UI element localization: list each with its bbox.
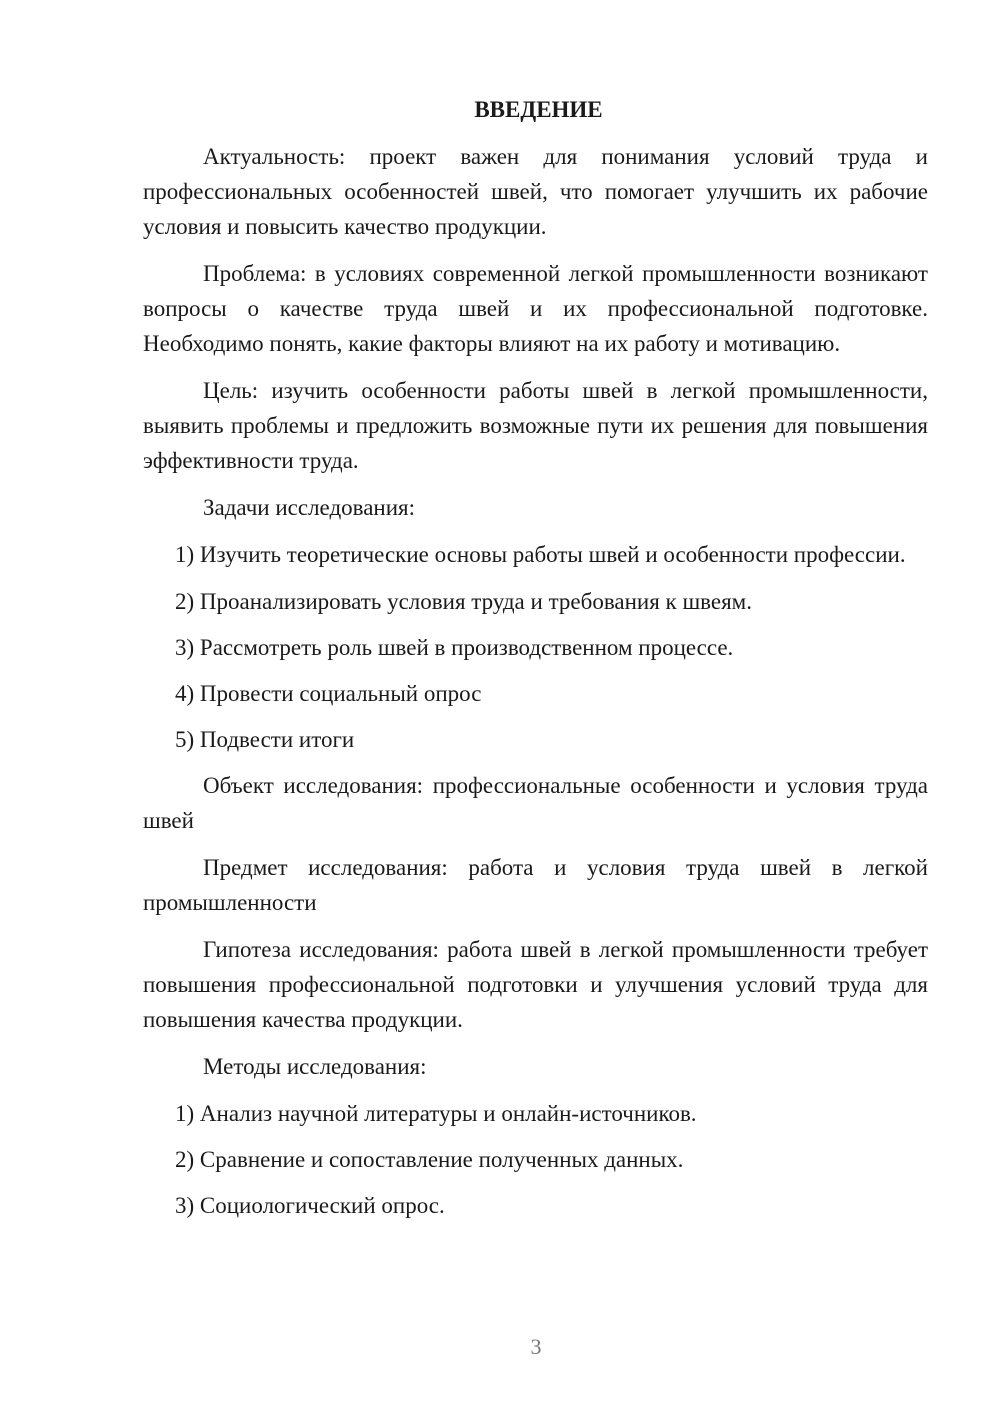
goal-paragraph: Цель: изучить особенности работы швей в легкой промышленности, выявить проблемы и предложить возможные пути их решения для повышения эффективности труда. — [143, 378, 928, 473]
task-item: 4) Провести социальный опрос — [175, 681, 482, 706]
method-item: 1) Анализ научной литературы и онлайн-источников. — [175, 1101, 697, 1126]
subject-paragraph: Предмет исследования: работа и условия труда швей в легкой промышленности — [143, 855, 928, 915]
task-item: 3) Рассмотреть роль швей в производственном процессе. — [175, 635, 734, 660]
object-paragraph: Объект исследования: профессиональные особенности и условия труда швей — [143, 773, 928, 833]
method-item: 3) Социологический опрос. — [175, 1193, 445, 1218]
task-item: 1) Изучить теоретические основы работы швей и особенности профессии. — [175, 542, 906, 567]
task-item: 5) Подвести итоги — [175, 727, 355, 752]
method-item: 2) Сравнение и сопоставление полученных данных. — [175, 1147, 684, 1172]
page-title: ВВЕДЕНИЕ — [474, 97, 603, 122]
task-item: 2) Проанализировать условия труда и требования к швеям. — [175, 589, 752, 614]
page-number: 3 — [530, 1334, 542, 1359]
tasks-heading: Задачи исследования: — [203, 495, 416, 520]
problem-paragraph: Проблема: в условиях современной легкой промышленности возникают вопросы о качестве труда швей и их профессиональной подготовке. Необходимо понять, какие факторы влияют на их работу и мотивацию. — [143, 261, 928, 356]
methods-heading: Методы исследования: — [203, 1054, 427, 1079]
relevance-paragraph: Актуальность: проект важен для понимания условий труда и профессиональных особенностей швей, что помогает улучшить их рабочие условия и повысить качество продукции. — [143, 144, 928, 239]
page-content — [143, 92, 928, 1234]
hypothesis-paragraph: Гипотеза исследования: работа швей в легкой промышленности требует повышения профессиональной подготовки и улучшения условий труда для повышения качества продукции. — [143, 937, 928, 1032]
